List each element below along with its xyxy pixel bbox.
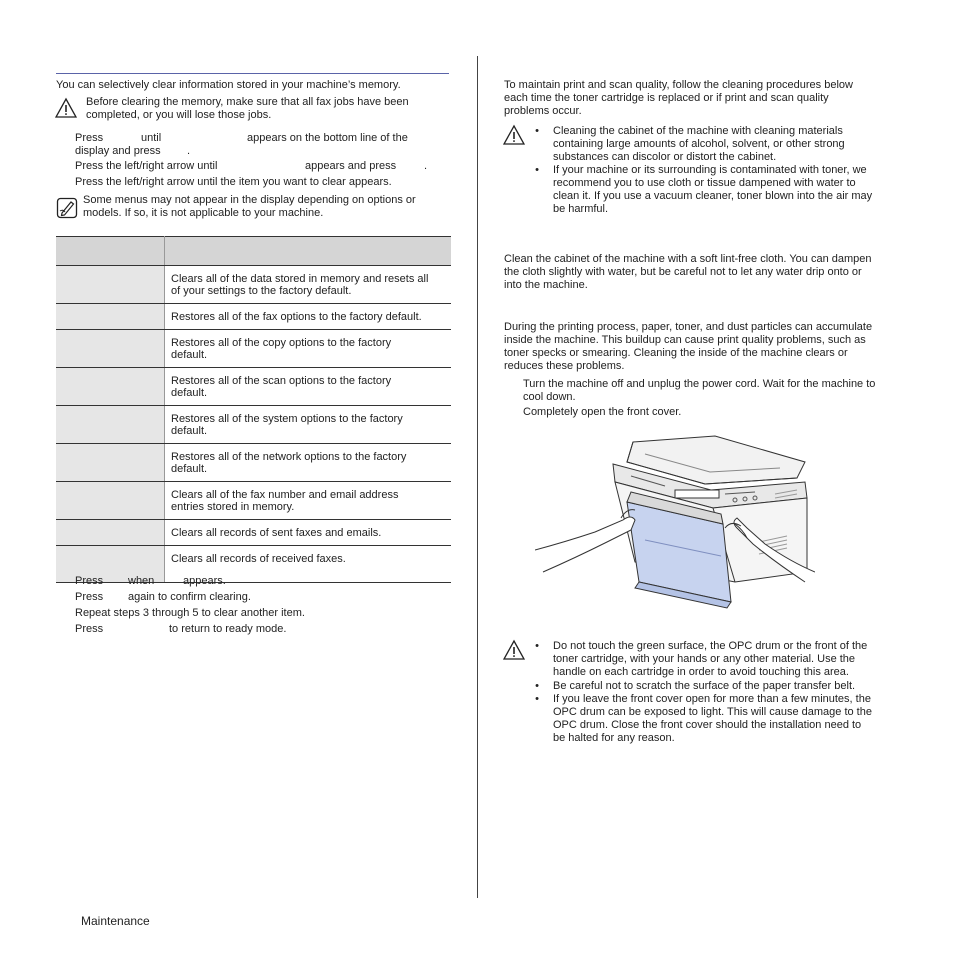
step-text: Press the left/right arrow until the item you want to clear appears. [75,176,392,188]
table-row [56,266,451,304]
cell-text: Clears all of the fax number and email address [171,489,399,501]
warning-text-line: If you leave the front cover open for more than a few minutes, the [553,693,871,705]
step-text: when [128,575,155,587]
step-text: cool down. [523,391,576,403]
table-cell-option [56,266,165,304]
table-cell-description [165,482,452,520]
table-header-cell [56,237,165,266]
bullet: • [535,680,539,692]
exterior-text-line: the cloth slightly with water, but be careful not to let any water drip onto or [504,266,862,278]
table-cell-description [165,368,452,406]
step-text: appears. [183,575,226,587]
cell-text: default. [171,425,208,437]
table-cell-description [165,330,452,368]
warning-text-line: Be careful not to scratch the surface of the paper transfer belt. [553,680,856,692]
step-text: Completely open the front cover. [523,406,682,418]
cleaning-intro-line: each time the toner cartridge is replaced or if print and scan quality [504,92,829,104]
bullet: • [535,693,539,705]
warning-text-line: If your machine or its surrounding is contaminated with toner, we [553,164,867,176]
column-divider [477,56,478,898]
step-text: Press [75,623,104,635]
step-text: . [424,160,428,172]
interior-text-line: reduces these problems. [504,360,625,372]
warning-text-line: be harmful. [553,203,609,215]
table-cell-description [165,520,452,546]
table-row [56,304,451,330]
step-text: appears on the bottom line of the [247,132,408,144]
table-cell-description [165,406,452,444]
note-text-line: Some menus may not appear in the display depending on options or [83,194,416,206]
table-row [56,520,451,546]
step-text: Press the left/right arrow until [75,160,218,172]
table-row [56,482,451,520]
table-cell-option [56,520,165,546]
warning-text-line: containing large amounts of alcohol, solvent, or other strong [553,138,845,150]
cell-text: of your settings to the factory default. [171,285,352,297]
step-text: appears and press [305,160,397,172]
warning-text-line: recommend you to use cloth or tissue dampened with water to [553,177,856,189]
interior-text-line: toner specks or smearing. Cleaning the inside of the machine clears or [504,347,848,359]
cell-text: Restores all of the fax options to the factory default. [171,311,422,323]
cell-text: default. [171,463,208,475]
clear-setting-table [56,236,451,583]
warning-icon [503,124,525,146]
step-text: Turn the machine off and unplug the power cord. Wait for the machine to [523,378,876,390]
table-row [56,368,451,406]
table-row [56,406,451,444]
table-row [56,330,451,368]
warning-text-line: toner cartridge, with your hands or any other material. Use the [553,653,856,665]
table-cell-description [165,444,452,482]
cell-text: Restores all of the scan options to the factory [171,375,392,387]
warning-text-line: Cleaning the cabinet of the machine with cleaning materials [553,125,843,137]
table-cell-option [56,330,165,368]
warning-icon [55,97,77,119]
table-header-row [56,237,451,266]
table-cell-description [165,266,452,304]
cleaning-intro-line: To maintain print and scan quality, follow the cleaning procedures below [504,79,853,91]
table-cell-option [56,444,165,482]
table-header-cell [165,237,452,266]
table-cell-option [56,482,165,520]
warning-text-line: substances can discolor or distort the cabinet. [553,151,777,163]
cleaning-intro-line: problems occur. [504,105,582,117]
table-cell-option [56,406,165,444]
warning-text-line: Before clearing the memory, make sure that all fax jobs have been [86,96,409,108]
step-text: display and press [75,145,161,157]
cell-text: Restores all of the system options to the factory [171,413,403,425]
exterior-text-line: into the machine. [504,279,588,291]
table-cell-option [56,368,165,406]
page-footer-section: Maintenance [81,914,150,928]
warning-text-line: clean it. If you use a vacuum cleaner, toner blown into the air may [553,190,873,202]
warning-text-line: OPC drum can be exposed to light. This will cause damage to the [553,706,872,718]
clear-memory-intro: You can selectively clear information stored in your machine’s memory. [56,79,401,91]
exterior-text-line: Clean the cabinet of the machine with a soft lint-free cloth. You can dampen [504,253,872,265]
warning-text-line: Do not touch the green surface, the OPC drum or the front of the [553,640,868,652]
step-text: to return to ready mode. [169,623,287,635]
cell-text: default. [171,349,208,361]
step-text: Press [75,591,104,603]
interior-text-line: inside the machine. This buildup can cause print quality problems, such as [504,334,866,346]
warning-text-line: be halted for any reason. [553,732,675,744]
bullet: • [535,640,539,652]
note-icon [56,197,78,219]
interior-text-line: During the printing process, paper, toner, and dust particles can accumulate [504,321,873,333]
cell-text: default. [171,387,208,399]
table-cell-option [56,304,165,330]
cell-text: Restores all of the copy options to the factory [171,337,392,349]
warning-text-line: handle on each cartridge in order to avoid touching this area. [553,666,849,678]
step-text: Press [75,132,104,144]
section-header-rule [56,73,449,74]
bullet: • [535,125,539,137]
bullet: • [535,164,539,176]
cell-text: Clears all of the data stored in memory and resets all [171,273,429,285]
warning-text-line: completed, or you will lose those jobs. [86,109,272,121]
cell-text: Clears all records of sent faxes and emails. [171,527,382,539]
step-text: Press [75,575,104,587]
warning-text-line: OPC drum. Close the front cover should the installation need to [553,719,862,731]
step-text: Repeat steps 3 through 5 to clear another item. [75,607,305,619]
table-row [56,444,451,482]
warning-icon [503,639,525,661]
cell-text: Clears all records of received faxes. [171,553,346,565]
table-cell-description [165,304,452,330]
printer-front-cover-illustration [535,432,815,610]
table-row [56,546,451,583]
cell-text: entries stored in memory. [171,501,295,513]
note-text-line: models. If so, it is not applicable to your machine. [83,207,324,219]
step-text: again to confirm clearing. [128,591,251,603]
step-text: until [141,132,162,144]
cell-text: Restores all of the network options to the factory [171,451,407,463]
step-text: . [187,145,191,157]
